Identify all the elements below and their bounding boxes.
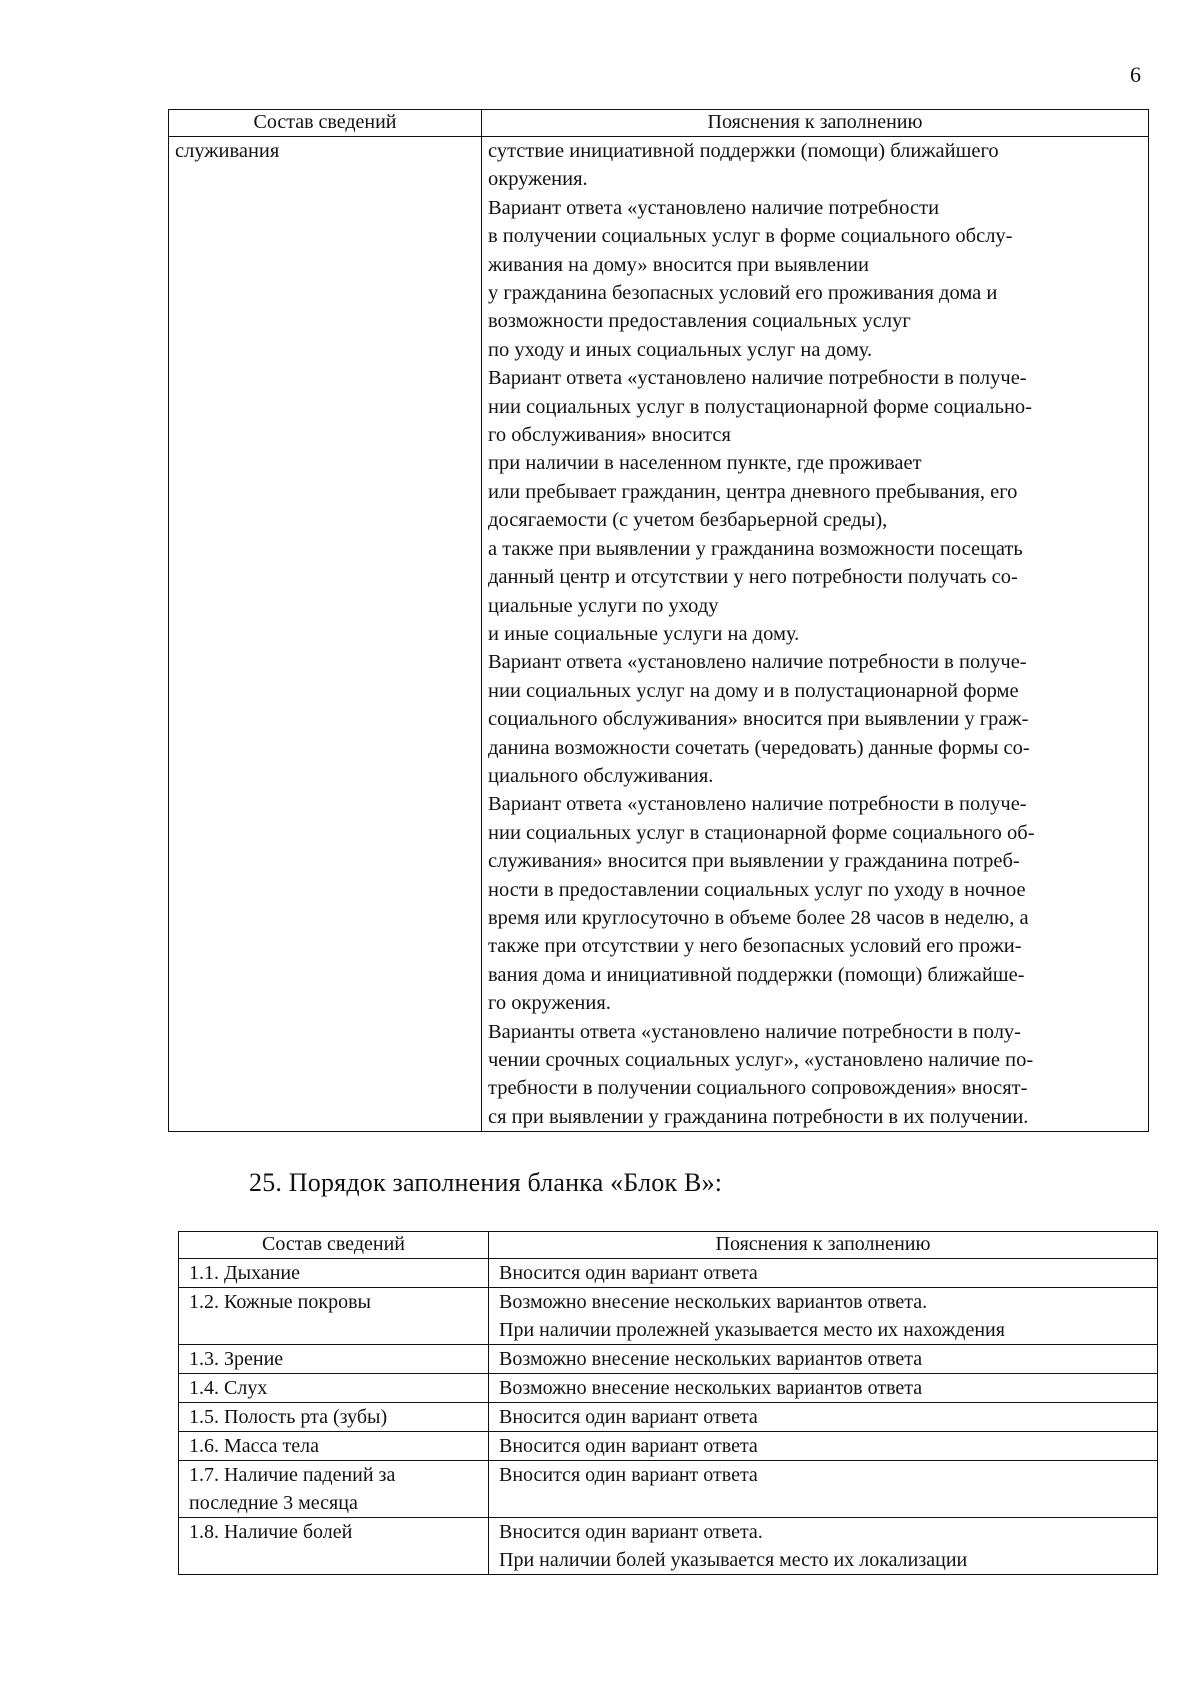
row-name-cell: 1.2. Кожные покровы xyxy=(179,1288,489,1345)
explanation-line: циальные услуги по уходу xyxy=(488,594,719,617)
explanation-line: Вариант ответа «установлено наличие потребности в получе- xyxy=(488,651,1027,674)
row-explanation-cell: Вносится один вариант ответа xyxy=(489,1432,1158,1461)
explanation-line: у гражданина безопасных условий его проживания дома и xyxy=(488,282,998,305)
table-row xyxy=(179,1518,1158,1575)
explanation-line: возможности предоставления социальных услуг xyxy=(488,310,911,333)
table-header-row xyxy=(179,1232,1158,1259)
explanation-line: го обслуживания» вносится xyxy=(488,424,731,447)
row-name-cell: 1.3. Зрение xyxy=(179,1345,489,1374)
explanation-line: и иные социальные услуги на дому. xyxy=(488,622,800,645)
table-header-row xyxy=(169,110,1149,137)
row-explanation-cell: Вносится один вариант ответа xyxy=(489,1461,1158,1518)
explanation-line: также при отсутствии у него безопасных условий его прожи- xyxy=(488,935,1022,958)
table-row xyxy=(179,1461,1158,1518)
row-explanation-cell: Возможно внесение нескольких вариантов ответа xyxy=(489,1345,1158,1374)
section-heading: 25. Порядок заполнения бланка «Блок В»: xyxy=(249,1168,723,1197)
table-row xyxy=(179,1374,1158,1403)
explanation-line: живания на дому» вносится при выявлении xyxy=(488,253,869,276)
table-row xyxy=(179,1259,1158,1288)
explanation-line: го окружения. xyxy=(488,992,611,1015)
row-explanation-cell: Возможно внесение нескольких вариантов ответа. При наличии пролежней указывается место их нахождения xyxy=(489,1288,1158,1345)
row-name-cell: 1.8. Наличие болей xyxy=(179,1518,489,1575)
explanation-line: данина возможности сочетать (чередовать) данные формы со- xyxy=(488,736,1030,759)
explanation-line: ся при выявлении у гражданина потребности в их получении. xyxy=(488,1105,1029,1128)
explanation-line: Вариант ответа «установлено наличие потребности в получе- xyxy=(488,793,1027,816)
column-header-composition: Состав сведений xyxy=(179,1232,489,1259)
explanation-line: время или круглосуточно в объеме более 28 часов в неделю, а xyxy=(488,906,1029,929)
explanation-line: нии социальных услуг в полустационарной форме социально- xyxy=(488,395,1033,418)
explanation-line: данный центр и отсутствии у него потребности получать со- xyxy=(488,566,1018,589)
explanation-line: циального обслуживания. xyxy=(488,764,714,787)
table-row xyxy=(179,1403,1158,1432)
explanation-line: окружения. xyxy=(488,168,588,191)
explanation-line: досягаемости (с учетом безбарьерной среды), xyxy=(488,509,888,532)
explanation-line: а также при выявлении у гражданина возможности посещать xyxy=(488,537,1023,560)
row-explanation-cell: Вносится один вариант ответа xyxy=(489,1259,1158,1288)
row-name-cell: 1.1. Дыхание xyxy=(179,1259,489,1288)
explanation-line: вания дома и инициативной поддержки (помощи) ближайше- xyxy=(488,963,1025,986)
table-row xyxy=(179,1345,1158,1374)
explanation-line: Вариант ответа «установлено наличие потребности в получе- xyxy=(488,367,1027,390)
block-v-table xyxy=(178,1231,1158,1575)
explanation-line: нии социальных услуг на дому и в полустационарной форме xyxy=(488,679,1019,702)
row-explanation-cell: Вносится один вариант ответа. При наличии болей указывается место их локализации xyxy=(489,1518,1158,1575)
column-header-explanation: Пояснения к заполнению xyxy=(482,110,1149,137)
row-name-cell: 1.4. Слух xyxy=(179,1374,489,1403)
explanation-line: Варианты ответа «установлено наличие потребности в полу- xyxy=(488,1020,1021,1043)
table-row xyxy=(179,1432,1158,1461)
explanation-line: или пребывает гражданин, центра дневного пребывания, его xyxy=(488,480,1018,503)
explanation-line: требности в получении социального сопровождения» вносят- xyxy=(488,1077,1028,1100)
explanation-line: в получении социальных услуг в форме социального обслу- xyxy=(488,225,1013,248)
row-name-cell: 1.5. Полость рта (зубы) xyxy=(179,1403,489,1432)
row-explanation-cell: Возможно внесение нескольких вариантов ответа xyxy=(489,1374,1158,1403)
explanation-line: служивания» вносится при выявлении у гражданина потреб- xyxy=(488,850,1020,873)
explanation-line: чении срочных социальных услуг», «установлено наличие по- xyxy=(488,1049,1034,1071)
explanation-line: по уходу и иных социальных услуг на дому. xyxy=(488,338,873,361)
explanation-line: при наличии в населенном пункте, где проживает xyxy=(488,452,922,475)
row-name-cell: служивания xyxy=(169,137,482,1132)
row-explanation-cell xyxy=(482,137,1149,1132)
explanation-line: ности в предоставлении социальных услуг по уходу в ночное xyxy=(488,878,1026,901)
explanation-table-continued xyxy=(168,109,1149,1132)
explanation-line: Вариант ответа «установлено наличие потребности xyxy=(488,196,940,219)
row-explanation-cell: Вносится один вариант ответа xyxy=(489,1403,1158,1432)
page-number: 6 xyxy=(1130,62,1141,87)
explanation-line: нии социальных услуг в стационарной форме социального об- xyxy=(488,821,1035,844)
column-header-explanation: Пояснения к заполнению xyxy=(489,1232,1158,1259)
row-name-cell: 1.7. Наличие падений за последние 3 месяца xyxy=(179,1461,489,1518)
column-header-composition: Состав сведений xyxy=(169,110,482,137)
table-row xyxy=(179,1288,1158,1345)
explanation-line: социального обслуживания» вносится при выявлении у граж- xyxy=(488,708,1029,731)
explanation-line: сутствие инициативной поддержки (помощи) ближайшего xyxy=(488,140,999,162)
row-name-cell: 1.6. Масса тела xyxy=(179,1432,489,1461)
table-row xyxy=(169,137,1149,1132)
